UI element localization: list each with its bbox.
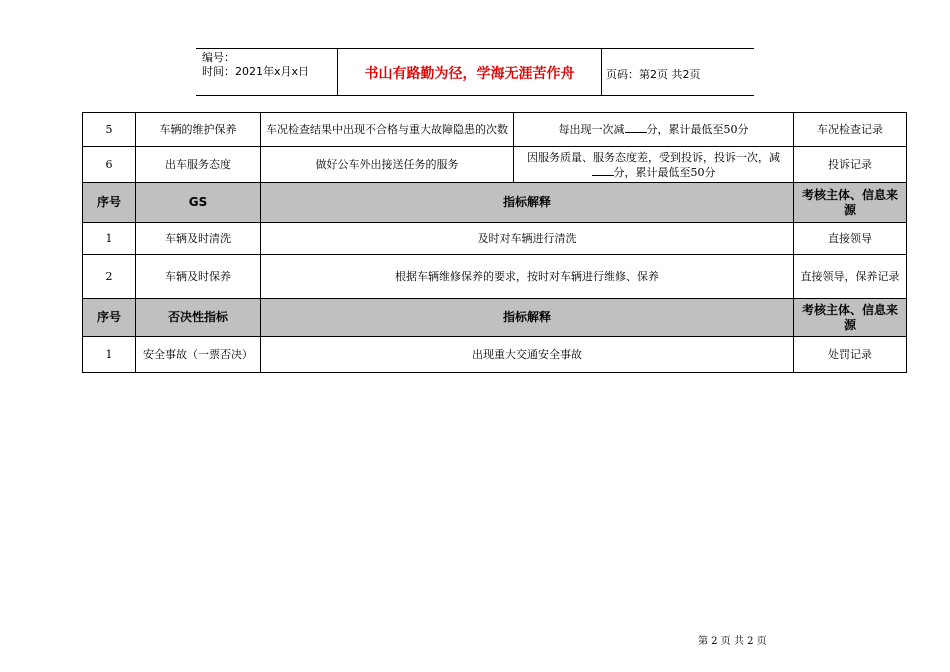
cell-no: 1 [83,223,136,255]
motto: 书山有路勤为径，学海无涯苦作舟 [364,66,575,82]
cell-item: 出车服务态度 [136,147,261,183]
header-item: GS [136,183,261,223]
header-info [202,51,309,79]
page-footer: 第 2 页 共 2 页 [698,636,767,647]
cell-item: 车辆及时清洗 [136,223,261,255]
cell-definition: 出现重大交通安全事故 [261,337,794,373]
cell-source: 处罚记录 [794,337,907,373]
cell-no: 2 [83,255,136,299]
cell-criteria [514,147,794,183]
header-definition: 指标解释 [261,183,794,223]
header-divider [601,49,602,95]
cell-source: 投诉记录 [794,147,907,183]
criteria-text: 因服务质量、服务态度差，受到投诉，投诉一次，减 [527,150,780,164]
criteria-text: 分，累计最低至50分 [613,165,716,179]
cell-definition: 车况检查结果中出现不合格与重大故障隐患的次数 [261,113,514,147]
cell-no: 5 [83,113,136,147]
table-row [83,337,907,373]
code-label: 编号： [202,51,235,64]
table-row [83,113,907,147]
table-row [83,147,907,183]
blank-line [592,165,614,176]
header-no: 序号 [83,299,136,337]
kpi-table [82,112,907,373]
table-row [83,223,907,255]
page-header [196,48,754,96]
header-definition: 指标解释 [261,299,794,337]
table-header-row [83,299,907,337]
criteria-text: 分，累计最低至50分 [646,123,749,136]
cell-source: 车况检查记录 [794,113,907,147]
header-source: 考核主体、信息来源 [794,183,907,223]
cell-definition: 根据车辆维修保养的要求，按时对车辆进行维修、保养 [261,255,794,299]
cell-item: 车辆及时保养 [136,255,261,299]
header-item: 否决性指标 [136,299,261,337]
cell-criteria [514,113,794,147]
cell-source: 直接领导，保养记录 [794,255,907,299]
criteria-text: 每出现一次减 [558,123,625,136]
blank-line [625,122,647,133]
table-header-row [83,183,907,223]
header-no: 序号 [83,183,136,223]
header-source: 考核主体、信息来源 [794,299,907,337]
cell-no: 1 [83,337,136,373]
cell-item: 安全事故（一票否决） [136,337,261,373]
time-label: 时间：2021年x月x日 [202,65,310,78]
page-label: 页码：第2页 共2页 [606,68,701,81]
cell-item: 车辆的维护保养 [136,113,261,147]
cell-definition: 做好公车外出接送任务的服务 [261,147,514,183]
cell-definition: 及时对车辆进行清洗 [261,223,794,255]
cell-no: 6 [83,147,136,183]
table-row [83,255,907,299]
cell-source: 直接领导 [794,223,907,255]
